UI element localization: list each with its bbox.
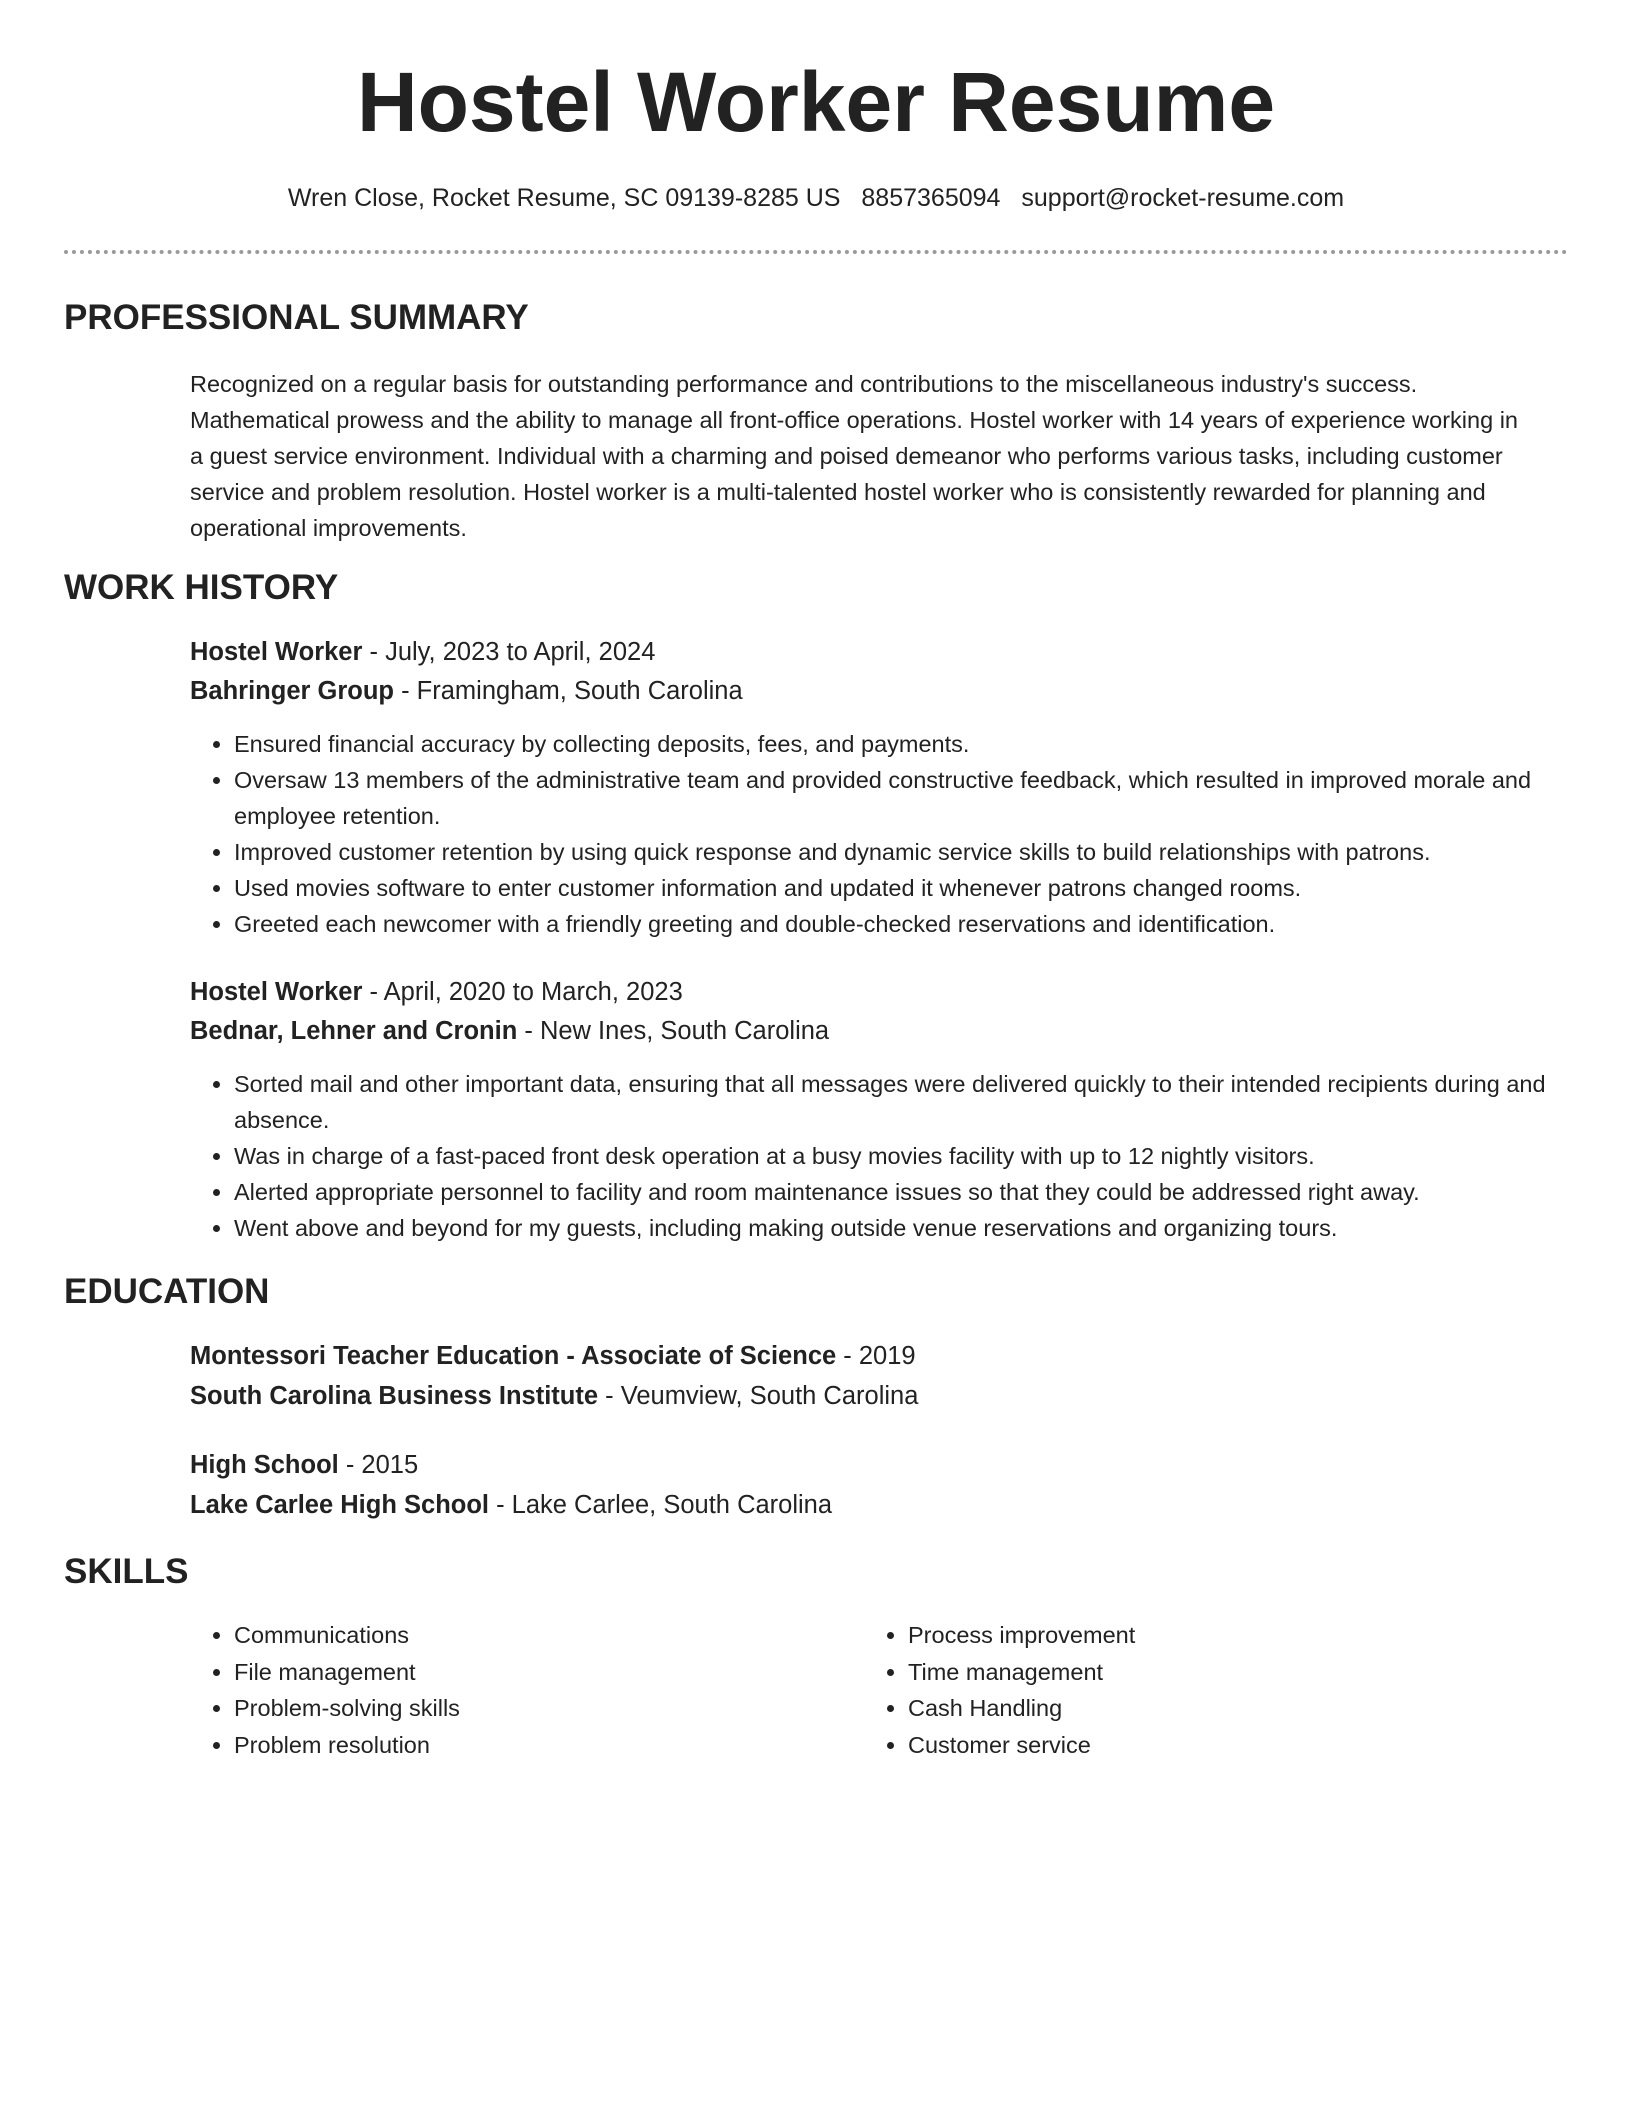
skill-item: • Communications — [234, 1617, 834, 1654]
job-company-line — [190, 1013, 829, 1049]
skill-item: • Customer service — [908, 1727, 1508, 1764]
section-title-education: EDUCATION — [64, 1272, 270, 1311]
contact-phone: 8857365094 — [861, 184, 1001, 212]
job-title-line — [190, 974, 683, 1010]
section-title-skills: SKILLS — [64, 1552, 189, 1591]
education-year: - 2015 — [338, 1451, 419, 1479]
contact-email: support@rocket-resume.com — [1021, 184, 1345, 212]
contact-info — [0, 180, 1632, 216]
list-item: • Alerted appropriate personnel to facility and room maintenance issues so that they could be addressed right away. — [234, 1174, 1614, 1210]
skill-item: • Cash Handling — [908, 1690, 1508, 1727]
skill-item: • Process improvement — [908, 1617, 1508, 1654]
education-school-line — [190, 1487, 832, 1523]
education-location: - Lake Carlee, South Carolina — [489, 1491, 833, 1519]
education-location: - Veumview, South Carolina — [598, 1382, 919, 1410]
skill-item: • Time management — [908, 1654, 1508, 1691]
skill-item: • File management — [234, 1654, 834, 1691]
section-title-work: WORK HISTORY — [64, 568, 339, 607]
section-title-summary: PROFESSIONAL SUMMARY — [64, 298, 529, 337]
skill-item: • Problem resolution — [234, 1727, 834, 1764]
education-year: - 2019 — [836, 1342, 916, 1370]
education-degree: Montessori Teacher Education - Associate of Science — [190, 1342, 837, 1370]
skills-list-right — [864, 1617, 1508, 1764]
list-item: • Used movies software to enter customer information and updated it whenever patrons changed rooms. — [234, 870, 1614, 906]
job-title: Hostel Worker — [190, 978, 363, 1006]
list-item: • Sorted mail and other important data, ensuring that all messages were delivered quickly to their intended recipients during and absence. — [234, 1066, 1614, 1138]
list-item: • Ensured financial accuracy by collecting deposits, fees, and payments. — [234, 726, 1614, 762]
education-degree-line — [190, 1447, 418, 1483]
education-school: Lake Carlee High School — [190, 1491, 490, 1519]
job-bullet-list — [190, 726, 1614, 942]
summary-text: Recognized on a regular basis for outstanding performance and contributions to the miscellaneous industry's success. Mathematical prowess and the ability to manage all front-office operations. Hostel worker with 14 years of experience working in a guest service environment. Individual with a charming and poised demeanor who performs various tasks, including customer service and problem resolution. Hostel worker is a multi-talented hostel worker who is consistently rewarded for planning and operational improvements. — [190, 371, 1518, 541]
education-degree: High School — [190, 1451, 339, 1479]
job-location: - New Ines, South Carolina — [517, 1017, 830, 1045]
job-company: Bahringer Group — [190, 677, 395, 705]
resume-title: Hostel Worker Resume — [356, 55, 1276, 149]
list-item: • Greeted each newcomer with a friendly greeting and double-checked reservations and identification. — [234, 906, 1614, 942]
job-company: Bednar, Lehner and Cronin — [190, 1017, 518, 1045]
job-location: - Framingham, South Carolina — [394, 677, 743, 705]
contact-address: Wren Close, Rocket Resume, SC 09139-8285 US — [287, 184, 841, 212]
header-divider — [64, 250, 1568, 254]
skill-item: • Problem-solving skills — [234, 1690, 834, 1727]
list-item: • Went above and beyond for my guests, including making outside venue reservations and organizing tours. — [234, 1210, 1614, 1246]
list-item: • Improved customer retention by using quick response and dynamic service skills to build relationships with patrons. — [234, 834, 1614, 870]
education-school-line — [190, 1378, 918, 1414]
education-school: South Carolina Business Institute — [190, 1382, 599, 1410]
skills-list-left — [190, 1617, 834, 1764]
education-degree-line — [190, 1338, 916, 1374]
job-company-line — [190, 673, 743, 709]
job-title: Hostel Worker — [190, 638, 363, 666]
list-item: • Was in charge of a fast-paced front desk operation at a busy movies facility with up to 12 nightly visitors. — [234, 1138, 1614, 1174]
job-title-line — [190, 634, 655, 670]
job-dates: - April, 2020 to March, 2023 — [362, 978, 683, 1006]
job-dates: - July, 2023 to April, 2024 — [362, 638, 656, 666]
list-item: • Oversaw 13 members of the administrative team and provided constructive feedback, which resulted in improved morale and employee retention. — [234, 762, 1614, 834]
job-bullet-list — [190, 1066, 1614, 1246]
